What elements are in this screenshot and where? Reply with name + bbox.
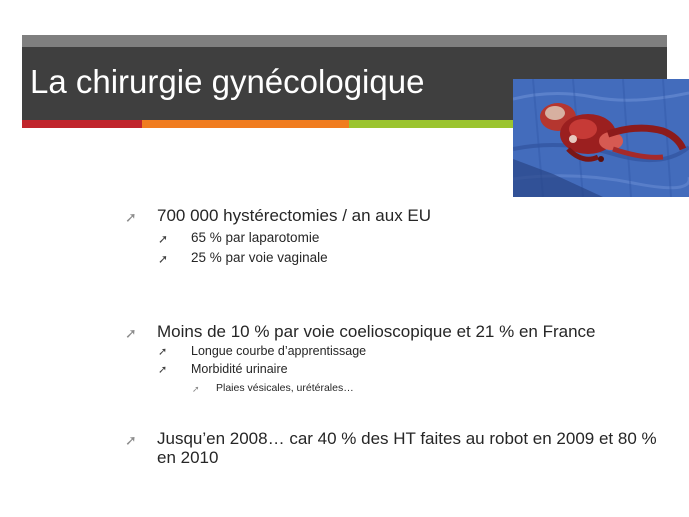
arrow-up-right-icon: ➚	[125, 325, 137, 341]
sub-bullet-text: Longue courbe d’apprentissage	[191, 344, 367, 358]
sub-bullet-item	[158, 362, 458, 377]
arrow-up-right-icon: ➚	[158, 232, 169, 246]
bullet-item	[125, 429, 665, 469]
sub-bullet-text: 65 % par laparotomie	[191, 230, 320, 245]
sub-bullet-item	[158, 344, 458, 359]
bullet-item	[125, 206, 645, 226]
arrow-up-right-icon: ➚	[158, 364, 168, 376]
bullet-item	[125, 322, 665, 342]
arrow-up-right-icon: ➚	[125, 432, 137, 448]
sub-bullet-item	[158, 230, 458, 246]
sub-bullet-item	[158, 250, 458, 266]
arrow-up-right-icon: ➚	[158, 346, 168, 358]
bullet-text: 700 000 hystérectomies / an aux EU	[157, 206, 432, 225]
sub-sub-bullet-item	[192, 382, 452, 395]
sub-bullet-text: 25 % par voie vaginale	[191, 250, 328, 265]
sub-bullet-text: Morbidité urinaire	[191, 362, 288, 376]
slide-title: La chirurgie gynécologique	[30, 63, 425, 100]
arrow-up-right-icon: ➚	[192, 384, 200, 394]
bullet-text: Moins de 10 % par voie coelioscopique et 21 % en France	[157, 322, 596, 341]
bullet-text: Jusqu’en 2008… car 40 % des HT faites au robot en 2009 et 80 % en 2010	[157, 429, 657, 467]
arrow-up-right-icon: ➚	[158, 252, 169, 266]
sub-sub-bullet-text: Plaies vésicales, urétérales…	[216, 382, 354, 394]
arrow-up-right-icon: ➚	[125, 209, 137, 225]
